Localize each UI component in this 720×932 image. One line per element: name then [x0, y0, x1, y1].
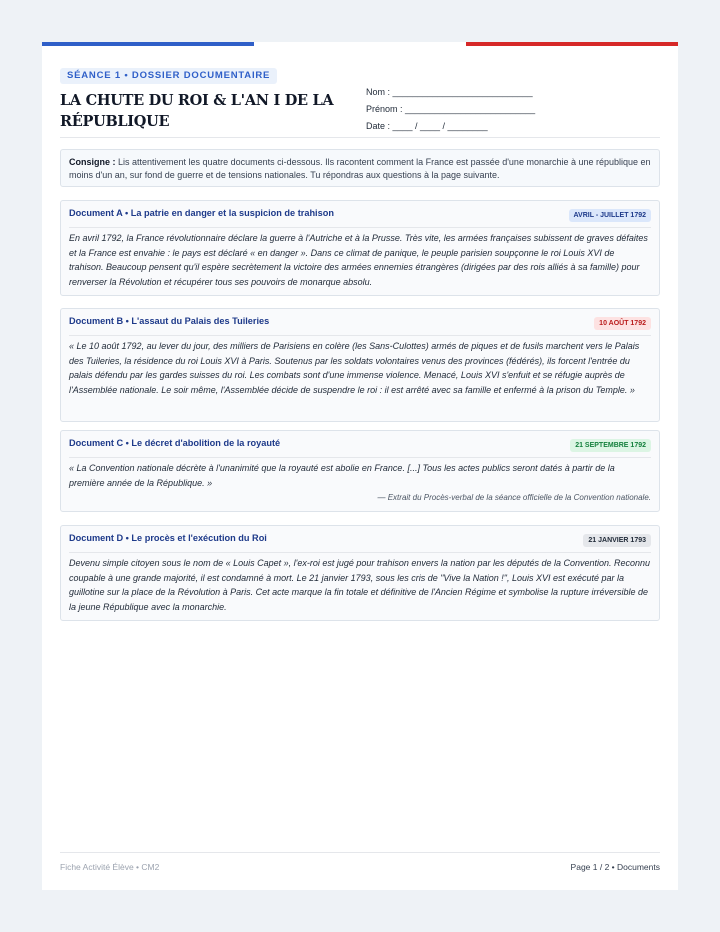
document-card-a: [60, 200, 660, 296]
name-field[interactable]: Nom : ____________________________: [366, 87, 533, 97]
session-tag: SÉANCE 1 • DOSSIER DOCUMENTAIRE: [60, 68, 277, 84]
page-header: [60, 68, 660, 138]
document-card-d: [60, 525, 660, 621]
footer-label: Fiche Activité Élève • CM2: [60, 862, 160, 872]
instructions-text: Lis attentivement les quatre documents ci-dessous. Ils racontent comment la France est passée d'une monarchie à une république en moins d'un an, sur fond de guerre et de tensions nationales. Tu répondras aux questions à la page suivante.: [69, 157, 651, 180]
document-title: Document C • Le décret d'abolition de la royauté: [69, 438, 281, 448]
document-source: — Extrait du Procès-verbal de la séance officielle de la Convention nationale.: [377, 493, 651, 502]
header-divider: [60, 137, 660, 138]
student-fields: [366, 84, 535, 135]
document-text: « Le 10 août 1792, au lever du jour, des milliers de Parisiens en colère (les Sans-Culottes) armés de piques et de fusils marchent vers le Palais des Tuileries, la résidence du roi Louis XVI à Paris. Soutenus par les soldats volontaires venus des provinces (fédérés), ils forcent l'entrée du palais défendu par les gardes suisses du roi. Les combats sont d'une immense violence. Menacé, Louis XVI s'enfuit et se réfugie auprès de l'Assemblée nationale. Le soir même, l'Assemblée décide de suspendre le roi : il est arrêté avec sa famille et enfermé à la prison du Temple. »: [69, 341, 640, 395]
date-badge: 10 AOÛT 1792: [594, 317, 651, 330]
worksheet-page: [42, 42, 678, 890]
instructions-box: [60, 149, 660, 187]
tricolor-red: [466, 42, 678, 46]
date-field[interactable]: Date : ____ / ____ / ________: [366, 121, 488, 131]
document-title: Document B • L'assaut du Palais des Tuileries: [69, 316, 270, 326]
document-title: Document D • Le procès et l'exécution du Roi: [69, 533, 267, 543]
document-title: Document A • La patrie en danger et la suspicion de trahison: [69, 208, 334, 218]
footer-divider: [60, 852, 660, 853]
date-badge: AVRIL - JUILLET 1792: [569, 209, 651, 222]
date-badge: 21 JANVIER 1793: [583, 534, 651, 547]
page-title: LA CHUTE DU ROI & L'AN I DE LA RÉPUBLIQUE: [60, 92, 334, 130]
document-text: « La Convention nationale décrète à l'unanimité que la royauté est abolie en France. [...] Tous les actes publics seront datés à partir de la première année de la République. »: [69, 463, 615, 488]
document-card-b: [60, 308, 660, 422]
tricolor-band: [42, 42, 678, 46]
document-text: Devenu simple citoyen sous le nom de « Louis Capet », l'ex-roi est jugé pour trahison envers la nation par les députés de la Convention. Reconnu coupable à une grande majorité, il est condamné à mort. Le 21 janvier 1793, sous les cris de "Vive la Nation !", Louis XVI est exécuté par la guillotine sur la place de la Révolution à Paris. Cet acte marque la fin totale et définitive de l'Ancien Régime et symbolise la rupture irréversible de la jeune République avec la monarchie.: [69, 558, 651, 612]
tricolor-white: [254, 42, 466, 46]
instructions-label: Consigne :: [69, 157, 116, 167]
document-card-c: [60, 430, 660, 512]
date-badge: 21 SEPTEMBRE 1792: [570, 439, 651, 452]
page-number: Page 1 / 2 • Documents: [570, 862, 660, 872]
document-text: En avril 1792, la France révolutionnaire déclare la guerre à l'Autriche et à la Prusse. Très vite, les armées françaises subissent de graves défaites et la France est envahie : le pays est déclaré « en danger ». Dans ce climat de panique, le peuple parisien soupçonne le roi Louis XVI de trahison. Beaucoup pensent qu'il espère secrètement la victoire des armées ennemies étrangères (dirigées par des rois alliés à sa famille) pour renverser la Révolution et récupérer tous ses pouvoirs de monarque absolu.: [69, 233, 648, 287]
firstname-field[interactable]: Prénom : __________________________: [366, 104, 536, 114]
tricolor-blue: [42, 42, 254, 46]
